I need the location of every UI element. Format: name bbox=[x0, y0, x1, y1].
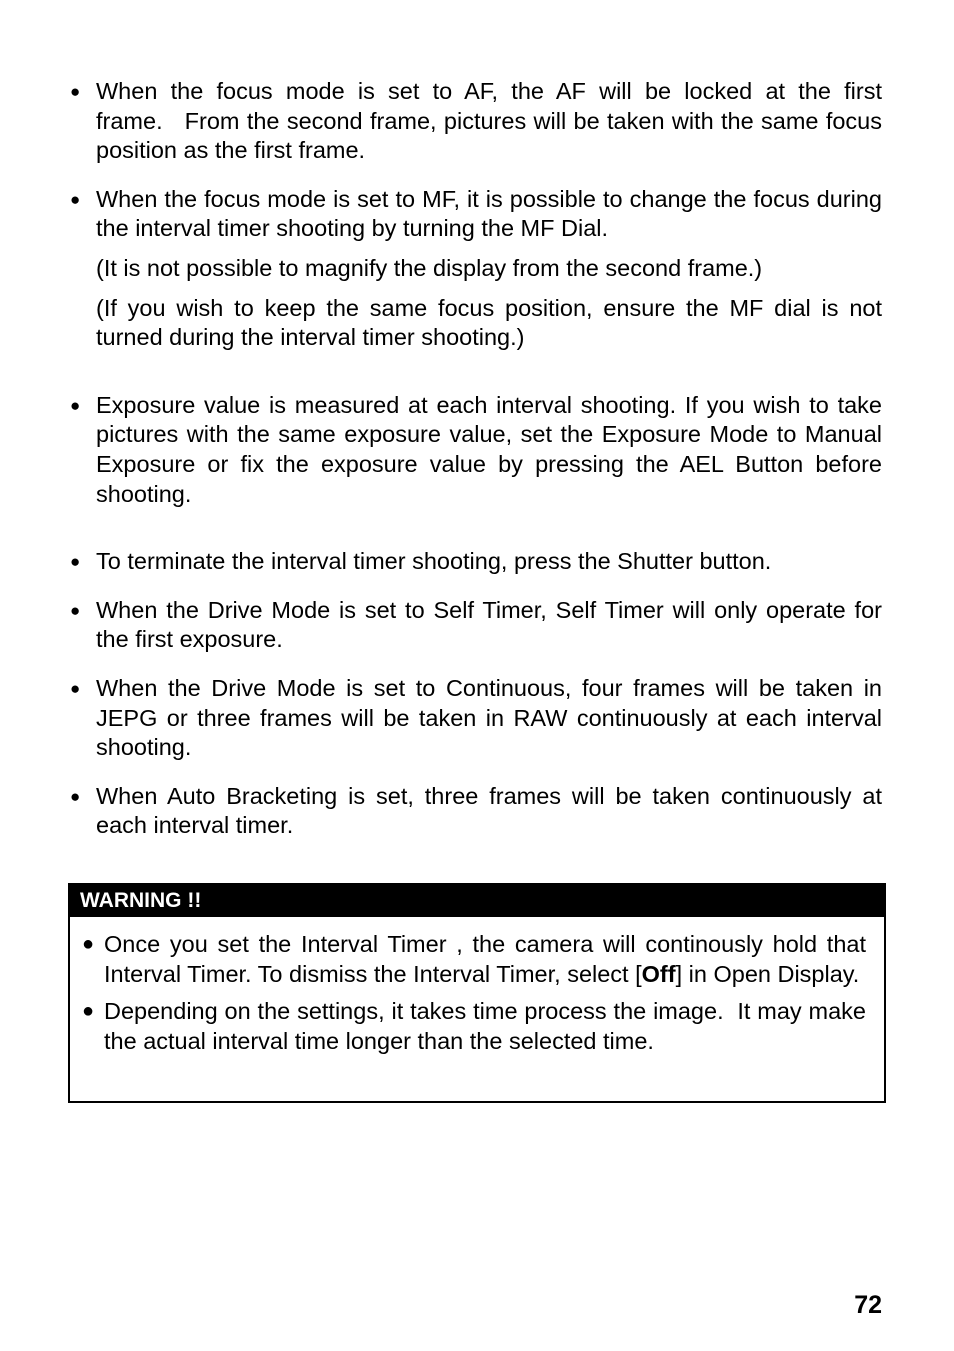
note-text: When the Drive Mode is set to Self Timer, Self Timer will only operate for the first exposure. bbox=[96, 596, 882, 653]
bullet-icon: ● bbox=[70, 786, 81, 806]
warning-text bbox=[104, 930, 866, 989]
note-item bbox=[70, 547, 882, 577]
note-text: When the focus mode is set to MF, it is possible to change the focus during the interval timer shooting by turning the MF Dial. bbox=[96, 185, 882, 242]
note-item bbox=[70, 185, 882, 353]
bullet-icon: ● bbox=[70, 189, 81, 209]
note-text: To terminate the interval timer shooting, press the Shutter button. bbox=[96, 548, 772, 575]
bullet-icon: ● bbox=[70, 552, 81, 572]
warning-title: WARNING !! bbox=[70, 885, 884, 917]
note-text: When the Drive Mode is set to Continuous, four frames will be taken in JEPG or three frames will be taken in RAW continuously at each interval shooting. bbox=[96, 674, 882, 761]
warning-body bbox=[70, 917, 884, 1056]
note-item bbox=[70, 674, 882, 763]
bullet-icon: ● bbox=[82, 933, 95, 955]
warning-item bbox=[82, 997, 866, 1056]
note-item bbox=[70, 77, 882, 166]
warning-text-after: ] in Open Display. bbox=[675, 960, 860, 987]
note-item bbox=[70, 596, 882, 655]
bullet-icon: ● bbox=[70, 678, 81, 698]
off-option-label: Off bbox=[641, 960, 676, 987]
warning-box bbox=[68, 883, 886, 1103]
notes-list bbox=[70, 77, 882, 841]
note-text: Exposure value is measured at each interval shooting. If you wish to take pictures with the same exposure value, set the Exposure Mode to Manual Exposure or fix the exposure value by pressing the AEL Button before shooting. bbox=[96, 391, 882, 507]
note-subtext: (If you wish to keep the same focus position, ensure the MF dial is not turned during the interval timer shooting.) bbox=[96, 294, 882, 351]
note-text: When the focus mode is set to AF, the AF will be locked at the first frame. From the second frame, pictures will be taken with the same focus position as the first frame. bbox=[96, 78, 882, 164]
warning-text: Depending on the settings, it takes time process the image. It may make the actual interval time longer than the selected time. bbox=[104, 998, 866, 1054]
page-number: 72 bbox=[854, 1291, 882, 1319]
note-text: When Auto Bracketing is set, three frames will be taken continuously at each interval timer. bbox=[96, 782, 882, 839]
warning-item bbox=[82, 930, 866, 989]
warning-text-before: Once you set the Interval Timer , the camera will continously hold that Interval Timer. To dismiss the Interval Timer, select [ bbox=[104, 931, 866, 987]
bullet-icon: ● bbox=[70, 395, 81, 415]
note-subtext: (It is not possible to magnify the display from the second frame.) bbox=[96, 254, 763, 281]
note-item bbox=[70, 391, 882, 509]
note-item bbox=[70, 782, 882, 841]
bullet-icon: ● bbox=[70, 600, 81, 620]
bullet-icon: ● bbox=[70, 82, 81, 101]
bullet-icon: ● bbox=[82, 1000, 95, 1023]
